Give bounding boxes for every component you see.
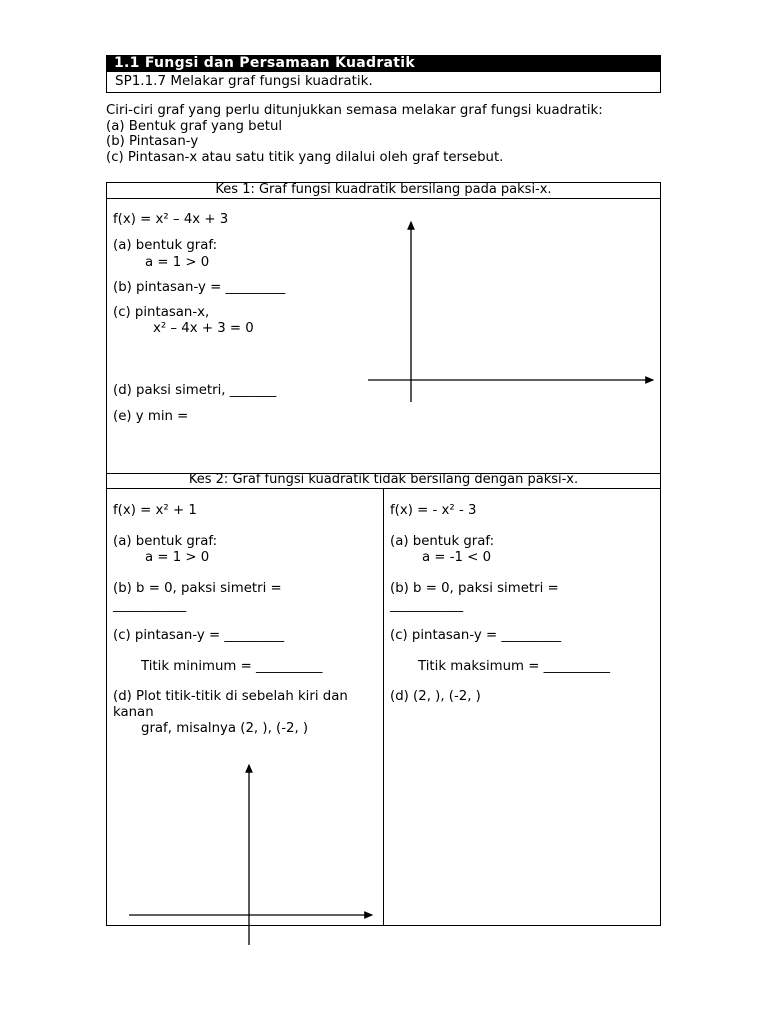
case1-function: f(x) = x² – 4x + 3 [113,212,229,227]
case1-y-intercept: (b) pintasan-y = _________ [113,280,286,295]
case2-left-symmetry: (b) b = 0, paksi simetri = [113,581,282,596]
case1-x-intercept-label: (c) pintasan-x, [113,305,210,320]
case2-left-plot-instruction: (d) Plot titik-titik di sebelah kiri dan [113,689,348,704]
intro-item-c: (c) Pintasan-x atau satu titik yang dilalui oleh graf tersebut. [106,149,504,165]
case2-right-shape-value: a = -1 < 0 [422,550,492,565]
case1-y-min: (e) y min = [113,409,189,424]
intro-item-b: (b) Pintasan-y [106,134,199,149]
case2-left-shape-value: a = 1 > 0 [145,550,210,565]
case1-heading: Kes 1: Graf fungsi kuadratik bersilang pada paksi-x. [106,182,661,199]
case1-x-intercept-equation: x² – 4x + 3 = 0 [153,321,254,336]
case1-axis-symmetry: (d) paksi simetri, _______ [113,383,277,398]
case2-left-plot-instruction-2: kanan [113,705,154,720]
case2-right-shape-label: (a) bentuk graf: [390,534,495,549]
case2-right-symmetry: (b) b = 0, paksi simetri = [390,581,559,596]
case2-left-min-point: Titik minimum = __________ [141,659,323,674]
case2-heading: Kes 2: Graf fungsi kuadratik tidak bersilang dengan paksi-x. [106,473,661,489]
case2-left-function: f(x) = x² + 1 [113,503,197,518]
case2-left-shape-label: (a) bentuk graf: [113,534,218,549]
case2-left-plot-points: graf, misalnya (2, ), (-2, ) [141,721,309,736]
case1-shape-value: a = 1 > 0 [145,255,210,270]
intro-line: Ciri-ciri graf yang perlu ditunjukkan semasa melakar graf fungsi kuadratik: [106,103,603,118]
case2-right-plot-points: (d) (2, ), (-2, ) [390,689,481,704]
section-subtitle: SP1.1.7 Melakar graf fungsi kuadratik. [106,72,661,93]
case2-left-y-intercept: (c) pintasan-y = _________ [113,628,285,643]
case1-shape-label: (a) bentuk graf: [113,238,218,253]
intro-item-a: (a) Bentuk graf yang betul [106,118,283,134]
case2-left-symmetry-blank: ___________ [113,598,187,613]
case2-right-max-point: Titik maksimum = __________ [418,659,611,674]
case2-right-symmetry-blank: ___________ [390,598,464,613]
case2-right-y-intercept: (c) pintasan-y = _________ [390,628,562,643]
section-title: 1.1 Fungsi dan Persamaan Kuadratik [106,55,661,72]
case2-right-function: f(x) = - x² - 3 [390,503,477,518]
